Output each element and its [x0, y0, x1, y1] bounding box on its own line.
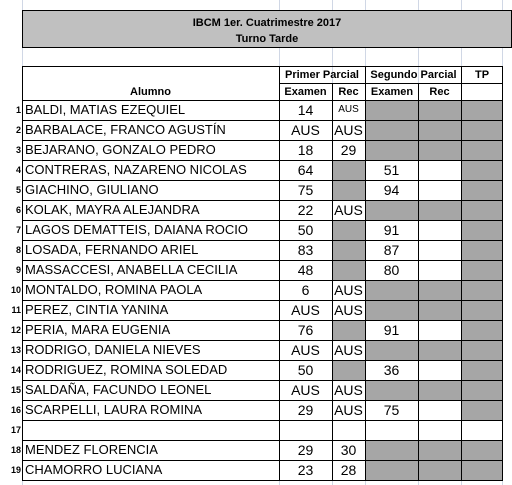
student-name-cell[interactable]: SALDAÑA, FACUNDO LEONEL [25, 382, 212, 397]
grade-cell-r2[interactable] [418, 320, 461, 340]
row-number[interactable]: 3 [15, 145, 21, 155]
table-border [461, 66, 462, 480]
grade-cell-r1[interactable]: AUS [334, 282, 363, 298]
grade-cell-e2[interactable] [365, 280, 418, 300]
grade-cell-e1[interactable]: 76 [297, 322, 314, 338]
table-border [365, 66, 366, 480]
row-number[interactable]: 18 [10, 445, 21, 455]
table-border [22, 66, 503, 67]
table-border [22, 400, 503, 401]
header-examen-2[interactable]: Examen [370, 86, 414, 98]
grade-cell-tp[interactable] [461, 360, 502, 380]
student-name-cell[interactable]: KOLAK, MAYRA ALEJANDRA [25, 202, 200, 217]
grade-cell-r2[interactable] [418, 180, 461, 200]
grade-cell-e1[interactable]: 6 [301, 282, 310, 298]
grade-cell-r1[interactable] [332, 320, 365, 340]
header-segundo-parcial[interactable]: Segundo Parcial [370, 69, 457, 81]
grade-cell-r2[interactable] [418, 240, 461, 260]
grade-cell-tp[interactable] [461, 120, 502, 140]
row-number[interactable]: 7 [15, 225, 21, 235]
grade-cell-tp[interactable] [461, 100, 502, 120]
row-number[interactable]: 2 [15, 125, 21, 135]
student-name-cell[interactable]: CHAMORRO LUCIANA [25, 462, 163, 477]
student-name-cell[interactable]: MONTALDO, ROMINA PAOLA [25, 282, 203, 297]
row-number[interactable]: 12 [10, 325, 21, 335]
student-name-cell[interactable]: SCARPELLI, LAURA ROMINA [25, 402, 202, 417]
student-name-cell[interactable] [22, 420, 279, 440]
student-name-cell[interactable]: PEREZ, CINTIA YANINA [25, 302, 169, 317]
grade-cell-tp[interactable] [461, 160, 502, 180]
grade-cell-r1[interactable]: AUS [334, 122, 363, 138]
grade-cell-r2[interactable] [418, 260, 461, 280]
grade-cell-e1[interactable]: AUS [291, 122, 320, 138]
header-alumno[interactable]: Alumno [130, 86, 171, 98]
table-border [22, 280, 503, 281]
grade-cell-e2[interactable]: 36 [383, 362, 400, 378]
student-name-cell[interactable]: RODRIGO, DANIELA NIEVES [25, 342, 201, 357]
table-border [22, 140, 503, 141]
table-border [22, 120, 503, 121]
grade-cell-e2[interactable] [365, 300, 418, 320]
grade-cell-e1[interactable]: AUS [291, 382, 320, 398]
grade-cell-r1[interactable] [332, 420, 365, 440]
grade-cell-r2[interactable] [418, 420, 461, 440]
grade-cell-r1[interactable] [332, 220, 365, 240]
grade-cell-e2[interactable] [365, 440, 418, 460]
student-name-cell[interactable]: RODRIGUEZ, ROMINA SOLEDAD [25, 362, 228, 377]
row-number[interactable]: 13 [10, 345, 21, 355]
grade-cell-e2[interactable] [365, 120, 418, 140]
header-primer-parcial[interactable]: Primer Parcial [285, 69, 359, 81]
row-number[interactable]: 10 [10, 285, 21, 295]
row-number[interactable]: 1 [15, 105, 21, 115]
table-border [22, 380, 503, 381]
grade-cell-e1[interactable] [279, 420, 332, 440]
grade-cell-tp[interactable] [461, 420, 502, 440]
grade-cell-r2[interactable] [418, 280, 461, 300]
table-border [502, 66, 503, 480]
grade-cell-e1[interactable]: 14 [297, 102, 314, 118]
table-border [22, 100, 503, 101]
student-name-cell[interactable]: MASSACCESI, ANABELLA CECILIA [25, 262, 238, 277]
grade-cell-e2[interactable] [365, 340, 418, 360]
table-border [22, 460, 503, 461]
grade-cell-e1[interactable]: 23 [297, 462, 314, 478]
table-border [418, 83, 419, 480]
table-border [22, 200, 503, 201]
grade-cell-tp[interactable] [461, 240, 502, 260]
grade-cell-r1[interactable]: 28 [340, 462, 357, 478]
table-border [22, 420, 503, 421]
grade-cell-r1[interactable]: 29 [340, 142, 357, 158]
grade-cell-r2[interactable] [418, 220, 461, 240]
table-border [22, 360, 503, 361]
grade-cell-tp[interactable] [461, 400, 502, 420]
grade-cell-r2[interactable] [418, 400, 461, 420]
student-name-cell[interactable]: BALDI, MATIAS EZEQUIEL [25, 102, 186, 117]
grade-cell-tp[interactable] [461, 140, 502, 160]
row-number[interactable]: 16 [10, 405, 21, 415]
grade-cell-tp[interactable] [461, 180, 502, 200]
grade-cell-e2[interactable] [365, 200, 418, 220]
grade-cell-r1[interactable]: AUS [338, 104, 359, 115]
row-number[interactable]: 19 [10, 465, 21, 475]
table-border [22, 440, 503, 441]
grade-cell-r1[interactable]: AUS [334, 202, 363, 218]
grade-cell-tp[interactable] [461, 440, 502, 460]
grade-cell-e2[interactable] [365, 100, 418, 120]
table-border [22, 160, 503, 161]
grade-cell-r1[interactable] [332, 160, 365, 180]
table-border [22, 66, 23, 480]
grade-cell-e1[interactable]: AUS [291, 342, 320, 358]
grade-cell-e2[interactable] [365, 140, 418, 160]
row-number[interactable]: 9 [15, 265, 21, 275]
grade-cell-r2[interactable] [418, 120, 461, 140]
table-border [22, 300, 503, 301]
grade-cell-r2[interactable] [418, 200, 461, 220]
grade-cell-e2[interactable]: 51 [383, 162, 400, 178]
grade-cell-e1[interactable]: 75 [297, 182, 314, 198]
grade-cell-e2[interactable]: 91 [383, 322, 400, 338]
grade-cell-r2[interactable] [418, 160, 461, 180]
student-name-cell[interactable]: CONTRERAS, NAZARENO NICOLAS [25, 162, 247, 177]
grade-cell-r1[interactable] [332, 260, 365, 280]
table-border [22, 340, 503, 341]
grade-cell-e2[interactable]: 87 [383, 242, 400, 258]
grade-cell-tp[interactable] [461, 340, 502, 360]
header-examen-1[interactable]: Examen [284, 86, 327, 98]
row-number[interactable]: 8 [15, 245, 21, 255]
grade-cell-r2[interactable] [418, 100, 461, 120]
grade-cell-e1[interactable]: 22 [297, 202, 314, 218]
student-name-cell[interactable]: PERIA, MARA EUGENIA [25, 322, 171, 337]
grade-cell-e1[interactable]: AUS [291, 302, 320, 318]
table-border [22, 180, 503, 181]
grade-cell-e1[interactable]: 48 [297, 262, 314, 278]
grade-cell-r1[interactable]: AUS [334, 402, 363, 418]
sheet-title-block [22, 10, 512, 48]
grade-cell-e2[interactable]: 80 [383, 262, 400, 278]
table-border [332, 83, 333, 480]
sheet-title[interactable]: IBCM 1er. Cuatrimestre 2017 [192, 17, 342, 29]
grade-cell-tp[interactable] [461, 260, 502, 280]
grade-cell-tp[interactable] [461, 320, 502, 340]
grade-cell-e1[interactable]: 29 [297, 402, 314, 418]
table-border [22, 260, 503, 261]
grade-cell-tp[interactable] [461, 280, 502, 300]
grade-cell-e2[interactable] [365, 420, 418, 440]
grade-cell-r2[interactable] [418, 340, 461, 360]
grade-cell-tp[interactable] [461, 220, 502, 240]
grade-cell-e1[interactable]: 64 [297, 162, 314, 178]
row-number[interactable]: 4 [15, 165, 21, 175]
grade-cell-tp[interactable] [461, 300, 502, 320]
row-number[interactable]: 17 [10, 425, 21, 435]
header-rec-2[interactable]: Rec [429, 86, 450, 98]
table-border [279, 66, 280, 480]
table-border [279, 83, 503, 84]
row-number[interactable]: 15 [10, 385, 21, 395]
grade-cell-r1[interactable] [332, 240, 365, 260]
grade-cell-e1[interactable]: 18 [297, 142, 314, 158]
student-name-cell[interactable]: BEJARANO, GONZALO PEDRO [25, 142, 216, 157]
grade-cell-r2[interactable] [418, 300, 461, 320]
table-border [22, 320, 503, 321]
table-border [22, 240, 503, 241]
grade-cell-r1[interactable] [332, 360, 365, 380]
grade-cell-e2[interactable]: 91 [383, 222, 400, 238]
header-rec-1[interactable]: Rec [338, 86, 359, 98]
grade-cell-r1[interactable]: 30 [340, 442, 357, 458]
grade-cell-e1[interactable]: 83 [297, 242, 314, 258]
grade-cell-e2[interactable]: 75 [383, 402, 400, 418]
grade-cell-r2[interactable] [418, 360, 461, 380]
row-number[interactable]: 5 [15, 185, 21, 195]
student-name-cell[interactable]: MENDEZ FLORENCIA [25, 442, 158, 457]
table-border [22, 480, 503, 481]
student-name-cell[interactable]: LOSADA, FERNANDO ARIEL [25, 242, 199, 257]
grade-cell-e2[interactable] [365, 460, 418, 480]
grade-cell-tp[interactable] [461, 200, 502, 220]
student-name-cell[interactable]: GIACHINO, GIULIANO [25, 182, 159, 197]
grade-cell-e2[interactable]: 94 [383, 182, 400, 198]
grade-cell-e1[interactable]: 50 [297, 362, 314, 378]
grade-cell-tp[interactable] [461, 460, 502, 480]
grade-cell-r2[interactable] [418, 380, 461, 400]
row-number[interactable]: 14 [10, 365, 21, 375]
row-number[interactable]: 6 [15, 205, 21, 215]
grade-cell-r2[interactable] [418, 460, 461, 480]
sheet-subtitle[interactable]: Turno Tarde [235, 33, 299, 45]
grade-cell-r1[interactable]: AUS [334, 302, 363, 318]
grade-cell-e1[interactable]: 50 [297, 222, 314, 238]
table-border [22, 220, 503, 221]
grade-cell-r2[interactable] [418, 440, 461, 460]
student-name-cell[interactable]: BARBALACE, FRANCO AGUSTÍN [25, 122, 226, 137]
grade-cell-r2[interactable] [418, 140, 461, 160]
grade-cell-r1[interactable] [332, 180, 365, 200]
grade-cell-e1[interactable]: 29 [297, 442, 314, 458]
student-name-cell[interactable]: LAGOS DEMATTEIS, DAIANA ROCIO [25, 222, 248, 237]
grade-cell-r1[interactable]: AUS [334, 342, 363, 358]
grade-cell-r1[interactable]: AUS [334, 382, 363, 398]
row-number[interactable]: 11 [11, 305, 21, 315]
header-tp[interactable]: TP [474, 69, 490, 81]
grade-cell-tp[interactable] [461, 380, 502, 400]
grade-cell-e2[interactable] [365, 380, 418, 400]
